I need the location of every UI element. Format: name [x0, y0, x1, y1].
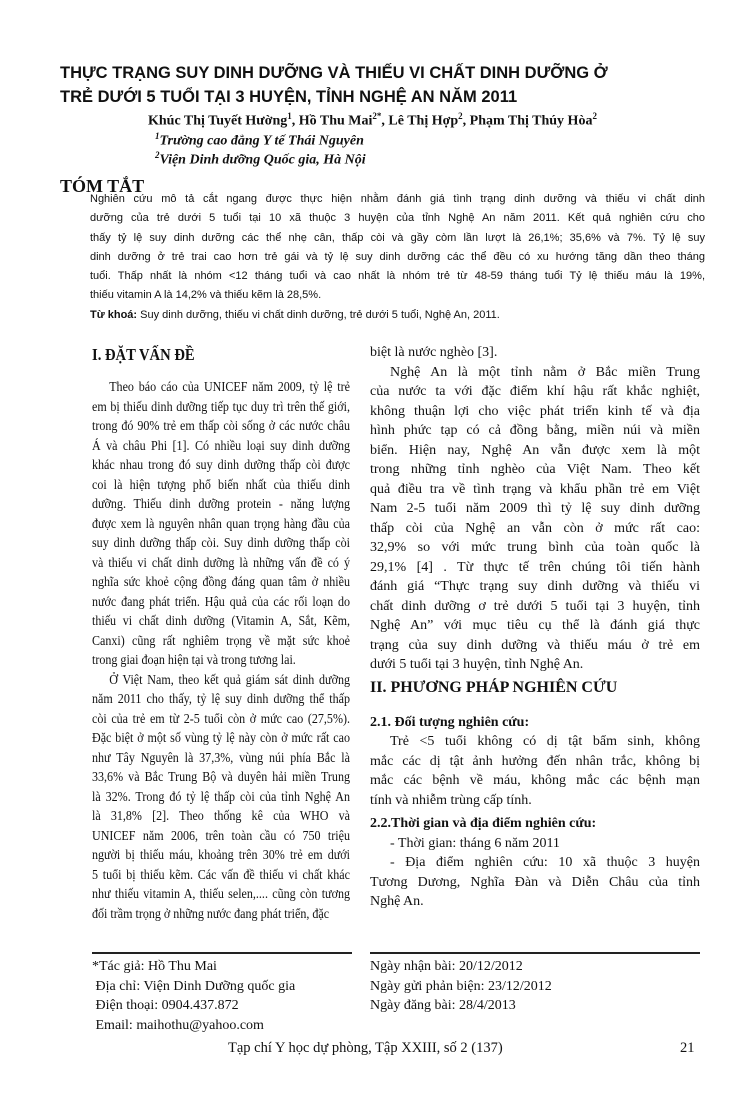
text-line: 5 tuổi bị thiếu kẽm. Các vấn đề thiếu vi chất khác: [92, 867, 350, 883]
text-line: 33,6% và Bắc Trung Bộ và duyên hải miền Trung: [92, 770, 350, 785]
text-line: được xem là nguyên nhân quan trọng hàng đầu của: [92, 516, 350, 532]
abstract-body: [90, 190, 705, 306]
text-line: năm 2011 cho thấy, tỷ lệ suy dinh dưỡng thể thấp: [92, 692, 350, 707]
author-list: [148, 111, 597, 130]
right-column: [370, 343, 700, 912]
text-line: trong giai đoạn hiện tại và trong tương lai.: [92, 653, 296, 668]
text-line: mắc các bệnh về máu, không mắc các bệnh mạn: [370, 773, 700, 788]
text-line: hình phức tạp có cả đồng bằng, miền núi và miền: [370, 423, 700, 438]
text-line: nghĩa sức khoẻ cộng đồng đáng quan tâm ở nhiều: [92, 575, 350, 590]
text-line: tính và nhiễm trùng cấp tính.: [370, 792, 532, 808]
subsection-heading: 2.2.Thời gian và địa điểm nghiên cứu:: [370, 816, 597, 831]
text-line: trạng của suy dinh dưỡng và thiếu máu ở trẻ em: [370, 637, 700, 653]
text-line: mắc các dị tật ảnh hưởng đến nhân trắc, không bị: [370, 753, 700, 769]
abstract-line: Nghiên cứu mô tả cắt ngang được thực hiện nhằm đánh giá tình trạng dinh dưỡng và thiếu vi chất dinh: [90, 193, 705, 205]
keywords-text: Suy dinh dưỡng, thiếu vi chất dinh dưỡng, trẻ dưới 5 tuổi, Nghệ An, 2011.: [137, 308, 500, 321]
text-line: đánh giá “Thực trạng suy dinh dưỡng và thiếu vi: [370, 579, 700, 594]
author-affiliation-mark: 1: [287, 111, 292, 121]
footnote-line: Địa chỉ: Viện Dinh Dưỡng quốc gia: [92, 978, 296, 994]
text-line: dưỡng. Thiếu dinh dưỡng protein - năng lượng: [92, 497, 350, 512]
author-name: Khúc Thị Tuyết Hường: [148, 113, 288, 129]
text-line: thấp còi của Nghệ an vẫn còn ở mức rất cao:: [370, 520, 700, 536]
title-line: THỰC TRẠNG SUY DINH DƯỠNG VÀ THIẾU VI CHẤT DINH DƯỠNG Ở: [60, 64, 608, 82]
affiliation: [155, 131, 364, 150]
text-line: quả điều tra về tình trạng và khẩu phần trẻ em Việt: [370, 481, 700, 497]
text-line: thiếu vi chất dinh dưỡng (Vitamin A, Sắt, Kẽm,: [92, 614, 350, 629]
text-line: và thiếu vi chất dinh dưỡng là những vấn đề có ý: [92, 555, 350, 571]
journal-footer: Tạp chí Y học dự phòng, Tập XXIII, số 2 (137): [228, 1040, 503, 1056]
text-line: - Thời gian: tháng 6 năm 2011: [390, 835, 560, 851]
footnote-line: Ngày đăng bài: 28/4/2013: [370, 998, 516, 1014]
footnote-line: Email: maihothu@yahoo.com: [92, 1018, 264, 1034]
subsection-heading: 2.1. Đối tượng nghiên cứu:: [370, 714, 530, 730]
paragraph: [370, 834, 700, 854]
text-line: chất dinh dưỡng ơ trẻ dưới 5 tuổi tại 3 huyện, tỉnh: [370, 598, 700, 614]
text-line: Canxi) cũng rất nghiêm trọng về mặt sức khoẻ: [92, 633, 350, 649]
text-line: UNICEF năm 2006, trên toàn cầu có 750 triệu: [92, 828, 350, 844]
keywords: [90, 306, 705, 325]
abstract-line: thấy tỷ lệ suy dinh dưỡng các thể nhẹ cân, thấp còi và gầy còm lần lượt là 26,1%; 35,6% và 7%. Tỷ lệ suy: [90, 231, 705, 244]
text-line: Đặc biệt ở một số vùng tỷ lệ này còn ở mức rất cao: [92, 731, 350, 746]
affiliation-text: Viện Dinh dưỡng Quốc gia, Hà Nội: [159, 152, 366, 168]
text-line: Tương Dương, Nghĩa Đàn và Diễn Châu của tỉnh: [370, 874, 700, 890]
author-separator: ,: [291, 113, 299, 129]
text-line: Ở Việt Nam, theo kết quả giám sát dinh dưỡng: [109, 672, 350, 688]
text-line: còi của trẻ em từ 2-5 tuổi còn ở mức cao (27,5%).: [92, 711, 350, 727]
text-line: Nghệ An.: [370, 894, 424, 909]
submission-dates-footnote: [370, 957, 552, 1016]
text-line: của nước ta với đặc điểm khí hậu rất khắc nghiệt,: [370, 384, 700, 399]
page-number: 21: [680, 1040, 695, 1056]
footnote-line: Ngày nhận bài: 20/12/2012: [370, 959, 523, 974]
text-line: trong những tỉnh nghèo của Việt Nam. Theo kết: [370, 462, 700, 477]
text-line: 32,9% so với mức trung bình của toàn quốc là: [370, 540, 700, 555]
paragraph: [370, 732, 700, 810]
text-line: suy dinh dưỡng thấp còi. Suy dinh dưỡng thấp còi: [92, 536, 350, 551]
text-line: coi là hiện tượng phổ biến nhất của thiếu dinh: [92, 477, 350, 493]
keywords-label: Từ khoá:: [90, 308, 138, 321]
text-line: biển. Hiện nay, Nghệ An vẫn được xem là một: [370, 442, 700, 458]
abstract: [90, 190, 705, 325]
text-line: Nam 2-5 tuổi năm 2009 thì tỷ lệ suy dinh dưỡng: [370, 501, 700, 516]
text-line: Trẻ <5 tuổi không có dị tật bẩm sinh, không: [390, 734, 700, 749]
text-line: 29,1% [4] . Từ thực tế trên chúng tôi tiến hành: [370, 559, 700, 575]
text-line: nước đang phát triển. Hậu quả của các rối loạn do: [92, 594, 350, 610]
left-column: [92, 342, 350, 924]
footnote-divider: [92, 952, 352, 954]
paragraph: [370, 343, 700, 363]
section-heading: I. ĐẶT VẤN ĐỀ: [92, 345, 195, 364]
author-contact-footnote: [92, 957, 295, 1036]
author-separator: ,: [462, 113, 470, 129]
author-name: Lê Thị Hợp: [388, 113, 459, 129]
text-line: dưới 5 tuổi tại 3 huyện, tỉnh Nghệ An.: [370, 657, 584, 672]
text-line: khác nhau trong đó suy dinh dưỡng thấp còi được: [92, 458, 350, 473]
author-affiliation-mark: 2: [458, 111, 463, 121]
paragraph: [92, 378, 350, 671]
section-heading: II. PHƯƠNG PHÁP NGHIÊN CỨU: [370, 678, 618, 696]
author-affiliation-mark: 2: [592, 111, 597, 121]
text-line: trong đó 90% trẻ em thấp còi sống ở các nước châu: [92, 419, 350, 434]
text-line: Nghệ An là một tỉnh nằm ở Bắc miền Trung: [390, 364, 700, 380]
text-line: như Tây Nguyên là 37,3%, vùng núi phía Bắc là: [92, 750, 350, 766]
paragraph: [370, 363, 700, 675]
text-line: Nghệ An” với mục tiêu cụ thể là đánh giá thực: [370, 618, 700, 633]
footnote-line: Ngày gửi phản biện: 23/12/2012: [370, 978, 552, 994]
affiliation-text: Trường cao đẳng Y tế Thái Nguyên: [159, 133, 364, 149]
abstract-line: dưỡng của trẻ dưới 5 tuổi tại 10 xã thuộc 3 huyện của tỉnh Nghệ An năm 2011. Kết quả nghiên cứu cho: [90, 212, 705, 225]
text-line: biệt là nước nghèo [3].: [370, 345, 498, 360]
author-affiliation-mark: 2*: [372, 111, 382, 121]
footnote-line: *Tác giả: Hồ Thu Mai: [92, 959, 217, 974]
affiliation: [155, 150, 366, 169]
abstract-line: thiếu vitamin A là 14,2% và thiếu kẽm là 28,5%.: [90, 289, 322, 302]
affiliation-number: 2: [155, 150, 160, 160]
affiliation-number: 1: [155, 131, 160, 141]
paragraph: [92, 671, 350, 925]
text-line: em bị thiếu dinh dưỡng tiếp tục duy trì trên thế giới,: [92, 399, 350, 415]
text-line: như thiếu vitamin A, thiếu selen,.... cũng còn tương: [92, 887, 350, 902]
text-line: không thuận lợi cho việc phát triển kinh tế và địa: [370, 403, 700, 419]
text-line: Á và châu Phi [1]. Có nhiều loại suy dinh dưỡng: [92, 438, 350, 454]
author-name: Hồ Thu Mai: [298, 113, 373, 129]
text-line: Theo báo cáo của UNICEF năm 2009, tỷ lệ trẻ: [109, 380, 350, 395]
text-line: người bị thiếu máu, khoảng trên 30% trẻ em dưới: [92, 848, 350, 863]
text-line: - Địa điểm nghiên cứu: 10 xã thuộc 3 huyện: [390, 855, 700, 870]
paragraph: [370, 853, 700, 912]
text-line: là 32%. Trong đó tỷ lệ thấp còi của tỉnh Nghệ An: [92, 789, 350, 805]
text-line: đối trầm trọng ở những nước đang phát triển, đặc: [92, 906, 330, 922]
paper-title: [60, 61, 608, 109]
text-line: là 31,8% [2]. Theo thống kê của WHO và: [92, 809, 350, 824]
abstract-line: dinh dưỡng ở trẻ trai cao hơn trẻ gái và tỷ lệ suy dinh dưỡng các thể đều có xu hướng tăng dần theo tháng: [90, 250, 705, 263]
author-name: Phạm Thị Thúy Hòa: [469, 113, 593, 129]
title-line: TRẺ DƯỚI 5 TUỔI TẠI 3 HUYỆN, TỈNH NGHỆ AN NĂM 2011: [60, 88, 518, 106]
author-separator: ,: [381, 113, 389, 129]
footnote-line: Điện thoại: 0904.437.872: [92, 998, 239, 1014]
footnote-divider: [370, 952, 700, 954]
abstract-line: tuổi. Thấp nhất là nhóm <12 tháng tuổi và cao nhất là nhóm trẻ từ 48-59 tháng tuổi Tỷ lệ thiếu máu là 19%,: [90, 270, 705, 283]
abstract-heading: TÓM TẮT: [60, 176, 145, 196]
